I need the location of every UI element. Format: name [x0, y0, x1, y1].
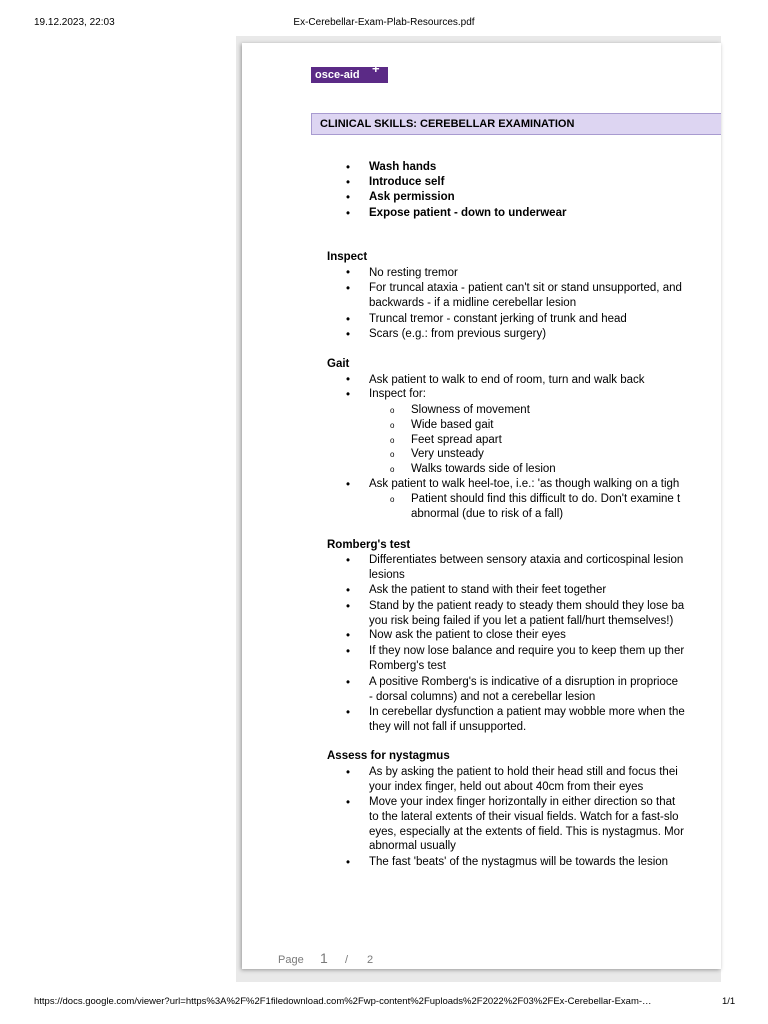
title-bar [311, 113, 721, 135]
sub-list-item: Very unsteady [411, 448, 484, 460]
document-title: CLINICAL SKILLS: CEREBELLAR EXAMINATION [320, 118, 575, 130]
sub-bullet: o [390, 450, 395, 459]
bullet: • [346, 192, 351, 204]
list-item: Wash hands [369, 161, 437, 173]
bullet: • [346, 677, 351, 689]
list-item: Truncal tremor - constant jerking of trunk and head [369, 313, 627, 325]
list-item-continuation: lesions [369, 569, 405, 581]
bullet: • [346, 283, 351, 295]
list-item: Expose patient - down to underwear [369, 207, 567, 219]
sub-bullet: o [390, 436, 395, 445]
sub-bullet: o [390, 406, 395, 415]
list-item-continuation: your index finger, held out about 40cm from their eyes [369, 781, 644, 793]
print-header-title: Ex-Cerebellar-Exam-Plab-Resources.pdf [293, 17, 475, 28]
list-item: Stand by the patient ready to steady them should they lose ba [369, 600, 685, 612]
bullet: • [346, 389, 351, 401]
list-item: Scars (e.g.: from previous surgery) [369, 328, 547, 340]
bullet: • [346, 601, 351, 613]
logo-plus-icon: + [372, 61, 380, 76]
list-item-continuation: backwards - if a midline cerebellar lesion [369, 297, 577, 309]
bullet: • [346, 707, 351, 719]
bullet: • [346, 857, 351, 869]
list-item: Ask patient to walk to end of room, turn and walk back [369, 374, 645, 386]
section-heading: Gait [327, 358, 350, 370]
sub-bullet: o [390, 421, 395, 430]
list-item-continuation: - dorsal columns) and not a cerebellar lesion [369, 691, 596, 703]
osce-aid-logo [311, 61, 388, 83]
section-heading: Inspect [327, 251, 368, 263]
list-item-continuation: eyes, especially at the extents of field. This is nystagmus. Mor [369, 826, 684, 838]
list-item: Ask patient to walk heel-toe, i.e.: 'as though walking on a tigh [369, 478, 680, 490]
list-item-continuation: abnormal usually [369, 840, 456, 852]
list-item: Differentiates between sensory ataxia and corticospinal lesion [369, 554, 684, 566]
bullet: • [346, 208, 351, 220]
bullet: • [346, 177, 351, 189]
list-item-continuation: they will not fall if unsupported. [369, 721, 527, 733]
bullet: • [346, 585, 351, 597]
list-item: Ask permission [369, 191, 455, 203]
list-item: In cerebellar dysfunction a patient may wobble more when the [369, 706, 685, 718]
list-item-continuation: Romberg's test [369, 660, 446, 672]
pdf-page [242, 43, 721, 969]
print-footer-page: 1/1 [722, 996, 736, 1007]
sub-list-item-continuation: abnormal (due to risk of a fall) [411, 508, 564, 520]
total-pages: 2 [367, 954, 374, 966]
bullet: • [346, 329, 351, 341]
list-item: Inspect for: [369, 388, 426, 400]
list-item: A positive Romberg's is indicative of a disruption in proprioce [369, 676, 679, 688]
list-item: Ask the patient to stand with their feet together [369, 584, 607, 596]
bullet: • [346, 630, 351, 642]
list-item: If they now lose balance and require you to keep them up ther [369, 645, 685, 657]
sub-list-item: Slowness of movement [411, 404, 530, 416]
sub-bullet: o [390, 495, 395, 504]
page-separator: / [345, 954, 349, 966]
bullet: • [346, 374, 351, 386]
logo-text: osce-aid [315, 69, 360, 81]
list-item: The fast 'beats' of the nystagmus will be towards the lesion [369, 856, 669, 868]
section-heading: Romberg's test [327, 539, 411, 551]
list-item-continuation: to the lateral extents of their visual fields. Watch for a fast-slo [369, 811, 679, 823]
print-footer-url: https://docs.google.com/viewer?url=https%3A%2F%2F1filedownload.com%2Fwp-content%2Fuploads%2F2022%2F03%2FEx-Cerebellar-Exam-… [34, 996, 652, 1007]
sub-list-item: Wide based gait [411, 419, 494, 431]
list-item: Now ask the patient to close their eyes [369, 629, 566, 641]
list-item: As by asking the patient to hold their head still and focus thei [369, 766, 678, 778]
current-page[interactable]: 1 [320, 950, 328, 966]
sub-bullet: o [390, 465, 395, 474]
list-item: For truncal ataxia - patient can't sit or stand unsupported, and [369, 282, 682, 294]
list-item-continuation: you risk being failed if you let a patient fall/hurt themselves!) [369, 615, 674, 627]
bullet: • [346, 797, 351, 809]
page-label: Page [278, 954, 304, 966]
bullet: • [346, 767, 351, 779]
bullet: • [346, 646, 351, 658]
bullet: • [346, 162, 351, 174]
list-item: Move your index finger horizontally in either direction so that [369, 796, 676, 808]
list-item: No resting tremor [369, 267, 458, 279]
bullet: • [346, 479, 351, 491]
bullet: • [346, 555, 351, 567]
bullet: • [346, 267, 351, 279]
list-item: Introduce self [369, 176, 445, 188]
sub-list-item: Feet spread apart [411, 434, 502, 446]
bullet: • [346, 314, 351, 326]
print-header-date: 19.12.2023, 22:03 [34, 17, 115, 28]
section-heading: Assess for nystagmus [327, 750, 450, 762]
sub-list-item: Walks towards side of lesion [411, 463, 556, 475]
sub-list-item: Patient should find this difficult to do. Don't examine t [411, 493, 681, 505]
